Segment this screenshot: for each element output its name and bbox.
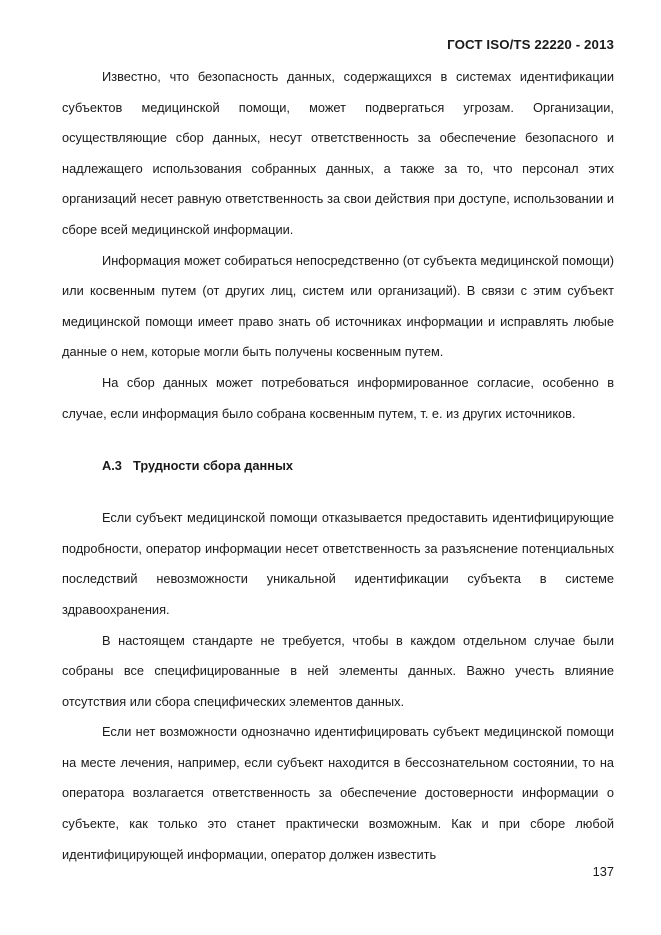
- page-number: 137: [592, 864, 614, 879]
- section-title: Трудности сбора данных: [133, 458, 293, 474]
- document-header: ГОСТ ISO/TS 22220 - 2013: [447, 37, 614, 52]
- paragraph-data-collection-sources: Информация может собираться непосредственно (от субъекта медицинской помощи) или косвенным путем (от других лиц, систем или организаций). В связи с этим субъект медицинской помощи имеет право знать об источниках информации и исправлять любые данные о нем, которые могли быть получены косвенным путем.: [62, 252, 614, 360]
- section-number: А.3: [102, 458, 122, 474]
- paragraph-informed-consent: На сбор данных может потребоваться информированное согласие, особенно в случае, если информация было собрана косвенным путем, т. е. из других источников.: [62, 374, 614, 421]
- paragraph-refusal: Если субъект медицинской помощи отказывается предоставить идентифицирующие подробности, оператор информации несет ответственность за разъяснение потенциальных последствий невозможности уникальной идентификации субъекта в системе здравоохранения.: [62, 510, 614, 617]
- paragraph-unconscious-subject: Если нет возможности однозначно идентифицировать субъект медицинской помощи на месте лечения, например, если субъект находится в бессознательном состоянии, то на оператора возлагается ответственность за обеспечение достоверности информации о субъекте, как только это станет практически возможным. Как и при сборе любой идентифицирующей информации, оператор должен известить: [62, 724, 614, 862]
- paragraph-data-security: Известно, что безопасность данных, содержащихся в системах идентификации субъектов медицинской помощи, может подвергаться угрозам. Организации, осуществляющие сбор данных, несут ответственность за обеспечение безопасного и надлежащего использования собранных данных, а также за то, что персонал этих организаций несет равную ответственность за свои действия при доступе, использовании и сборе всей медицинской информации.: [62, 69, 614, 237]
- document-body: [62, 62, 614, 870]
- section-heading: [62, 429, 614, 503]
- paragraph-data-elements: В настоящем стандарте не требуется, чтобы в каждом отдельном случае были собраны все специфицированные в ней элементы данных. Важно учесть влияние отсутствия или сбора специфических элементов данных.: [62, 632, 614, 709]
